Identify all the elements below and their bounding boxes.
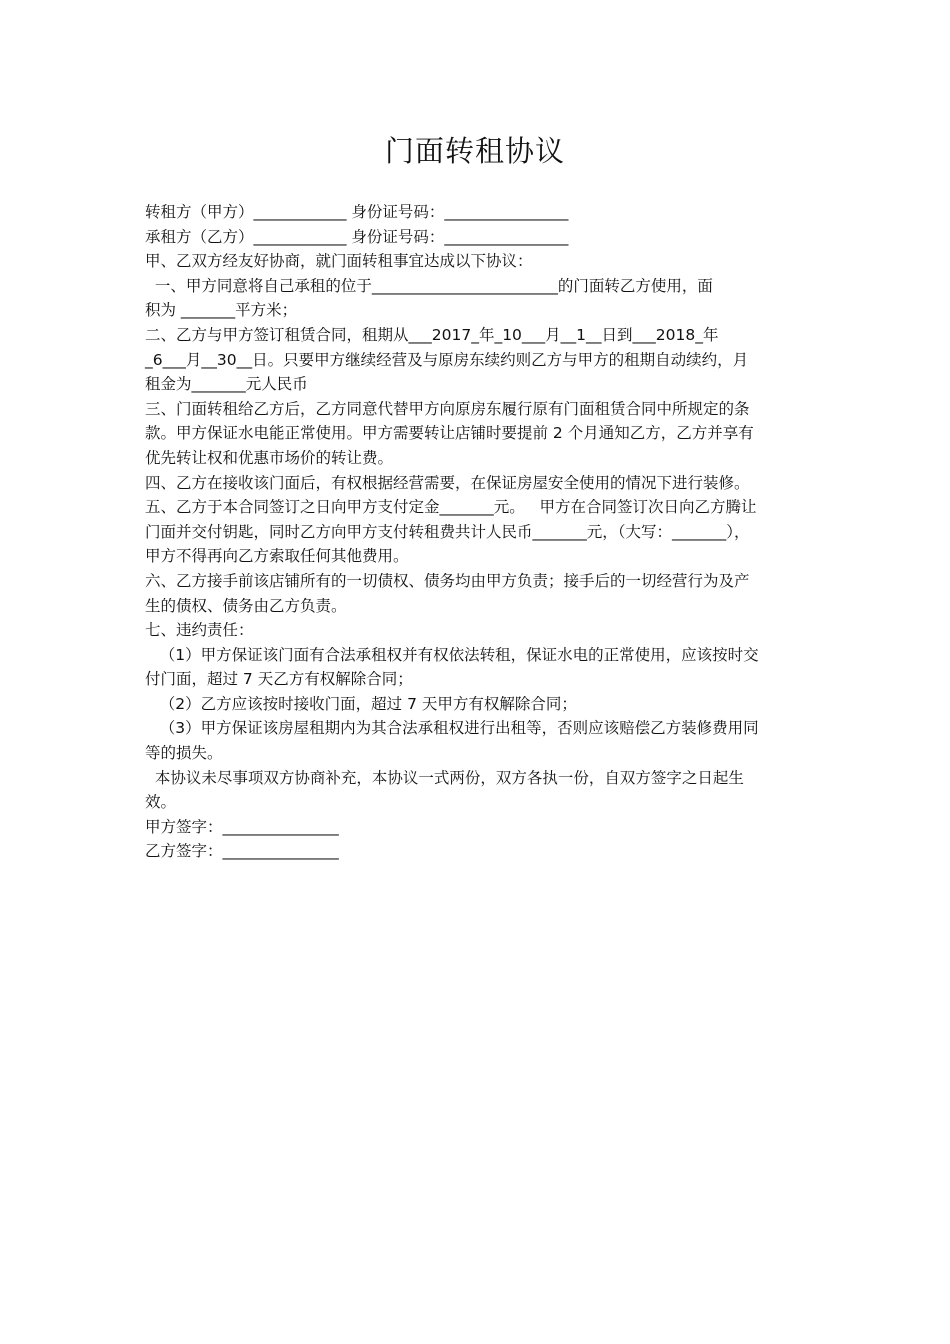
- text-line: 积为 _______平方米；: [145, 301, 298, 320]
- text-line: 二、乙方与甲方签订租赁合同，租期从___2017_年_10___月__1__日到___2018_年: [145, 325, 719, 344]
- text-line: （2）乙方应该按时接收门面，超过 7 天甲方有权解除合同；: [145, 694, 577, 713]
- text-line: 等的损失。: [145, 744, 223, 763]
- text-line: 一、甲方同意将自己承租的位于________________________的门面转乙方使用，面: [145, 276, 713, 295]
- text-line: 本协议未尽事项双方协商补充，本协议一式两份，双方各执一份，自双方签字之日起生: [145, 768, 744, 787]
- text-line: 七、违约责任：: [145, 621, 254, 640]
- text-line: 四、乙方在接收该门面后，有权根据经营需要，在保证房屋安全使用的情况下进行装修。: [145, 473, 750, 492]
- text-line: 甲、乙双方经友好协商，就门面转租事宜达成以下协议：: [145, 252, 533, 271]
- text-line: （1）甲方保证该门面有合法承租权并有权依法转租，保证水电的正常使用，应该按时交: [145, 645, 759, 664]
- text-line: 承租方（乙方）____________ 身份证号码：________________: [145, 227, 569, 246]
- text-line: （3）甲方保证该房屋租期内为其合法承租权进行出租等，否则应该赔偿乙方装修费用同: [145, 719, 759, 738]
- text-line: 甲方不得再向乙方索取任何其他费用。: [145, 547, 409, 566]
- text-line: 三、门面转租给乙方后，乙方同意代替甲方向原房东履行原有门面租赁合同中所规定的条: [145, 399, 750, 418]
- signature-line-party-a: 甲方签字：_______________: [145, 817, 339, 836]
- document-title: 门面转租协议: [384, 134, 565, 168]
- text-line: 门面并交付钥匙，同时乙方向甲方支付转租费共计人民币_______元，（大写：_______），: [145, 522, 750, 541]
- text-line: 转租方（甲方）____________ 身份证号码：________________: [145, 203, 569, 221]
- document-body: [145, 200, 815, 864]
- text-line: 优先转让权和优惠市场价的转让费。: [145, 448, 394, 467]
- text-line: 五、乙方于本合同签订之日向甲方支付定金_______元。 甲方在合同签订次日向乙方腾让: [145, 498, 757, 517]
- text-line: 款。甲方保证水电能正常使用。甲方需要转让店铺时要提前 2 个月通知乙方，乙方并享有: [145, 424, 754, 443]
- text-line: _6___月__30__日。只要甲方继续经营及与原房东续约则乙方与甲方的租期自动续约，月: [145, 350, 749, 369]
- text-line: 效。: [145, 793, 177, 812]
- text-line: 生的债权、债务由乙方负责。: [145, 596, 347, 615]
- text-line: 租金为_______元人民币: [145, 375, 308, 394]
- text-line: 付门面，超过 7 天乙方有权解除合同；: [145, 670, 413, 689]
- text-line: 六、乙方接手前该店铺所有的一切债权、债务均由甲方负责；接手后的一切经营行为及产: [145, 571, 750, 590]
- signature-line-party-b: 乙方签字：_______________: [145, 842, 339, 861]
